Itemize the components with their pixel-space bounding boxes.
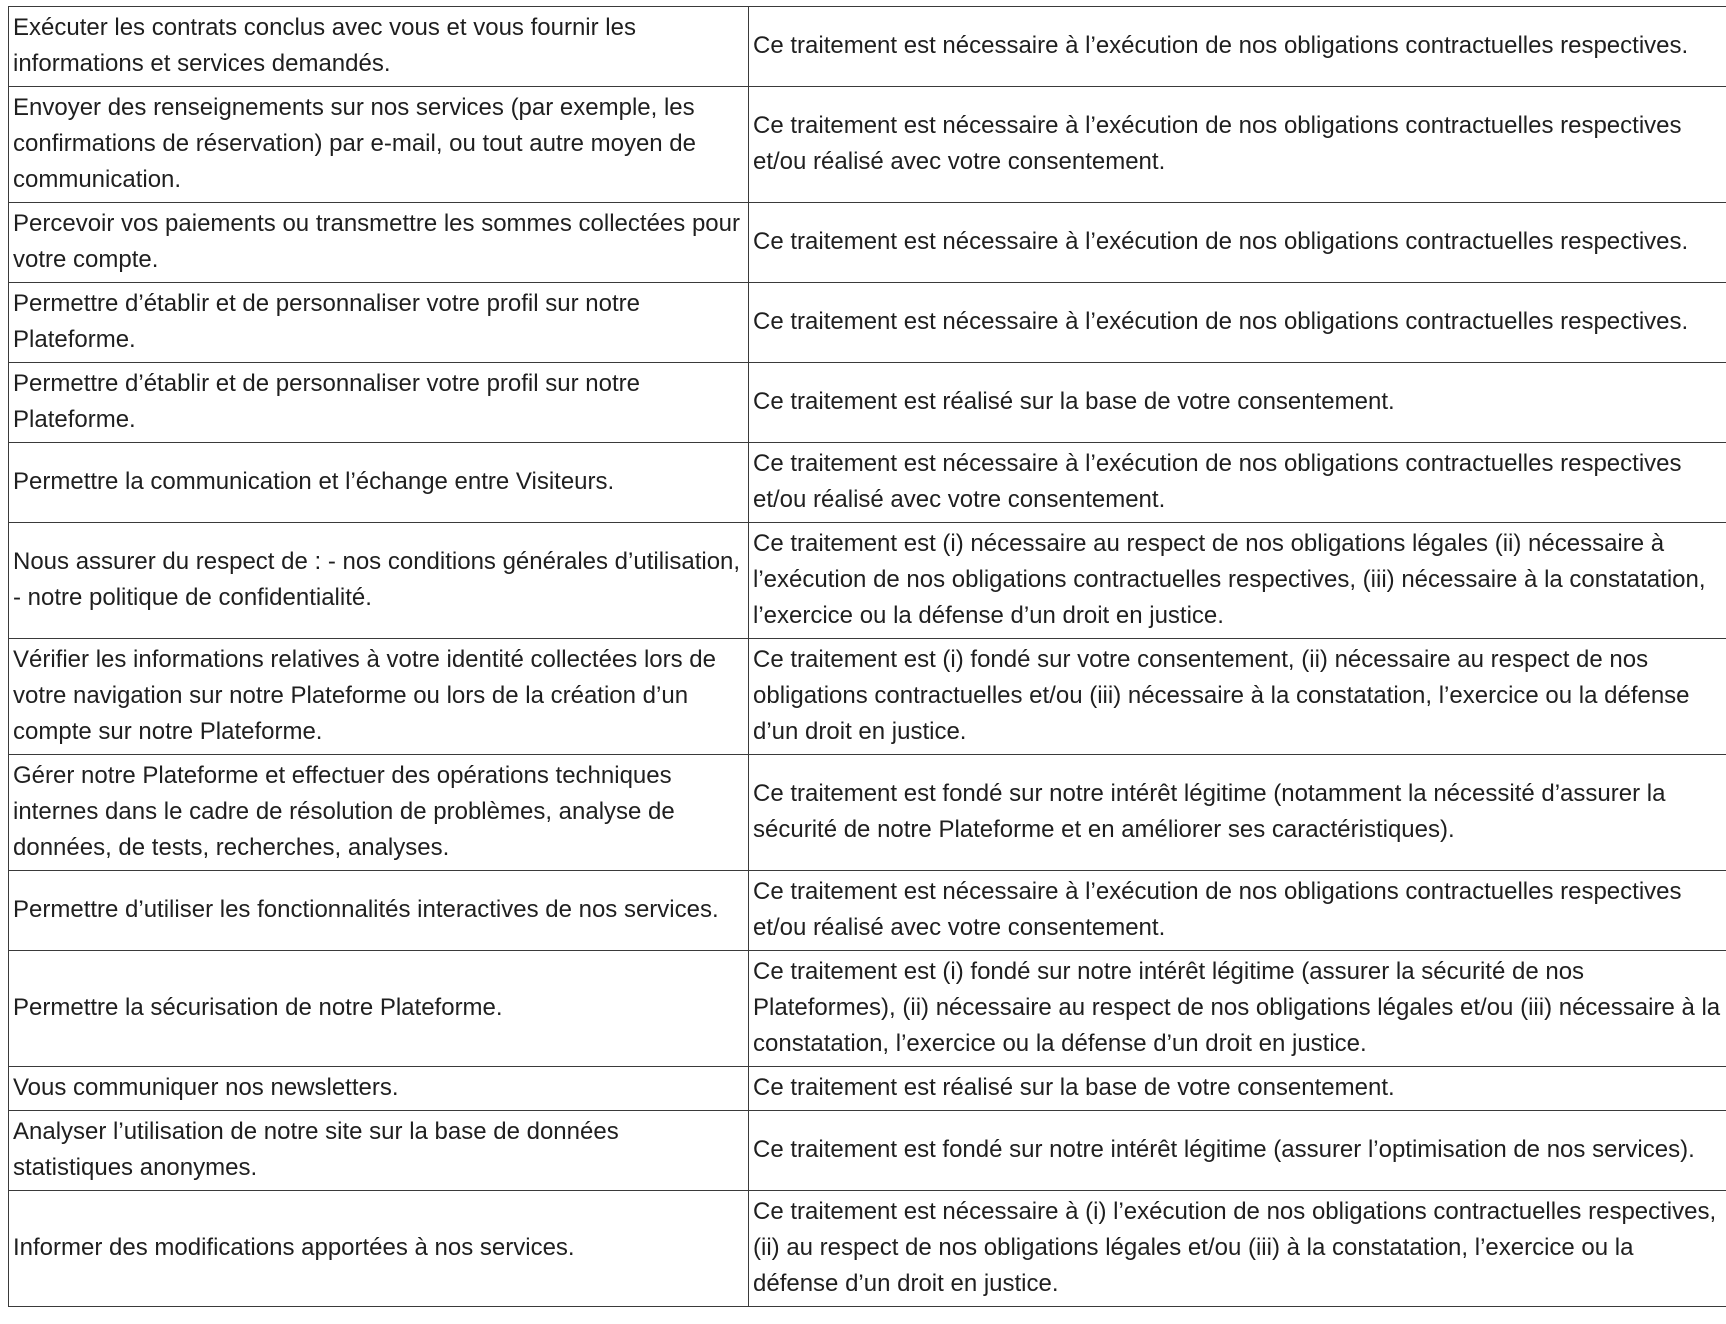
legal-basis-cell: Ce traitement est nécessaire à l’exécution de nos obligations contractuelles respectives. xyxy=(749,283,1726,363)
purpose-cell: Percevoir vos paiements ou transmettre les sommes collectées pour votre compte. xyxy=(9,203,749,283)
purpose-cell: Vous communiquer nos newsletters. xyxy=(9,1067,749,1111)
legal-basis-cell: Ce traitement est (i) nécessaire au respect de nos obligations légales (ii) nécessaire à l’exécution de nos obligations contractuelles respectives, (iii) nécessaire à la constatation, l’exercice ou la défense d’un droit en justice. xyxy=(749,523,1726,639)
purpose-cell: Informer des modifications apportées à nos services. xyxy=(9,1191,749,1307)
legal-basis-cell: Ce traitement est réalisé sur la base de votre consentement. xyxy=(749,363,1726,443)
legal-basis-cell: Ce traitement est réalisé sur la base de votre consentement. xyxy=(749,1067,1726,1111)
legal-basis-cell: Ce traitement est fondé sur notre intérêt légitime (assurer l’optimisation de nos services). xyxy=(749,1111,1726,1191)
purpose-cell: Envoyer des renseignements sur nos services (par exemple, les confirmations de réservation) par e-mail, ou tout autre moyen de communication. xyxy=(9,87,749,203)
purpose-cell: Nous assurer du respect de : - nos conditions générales d’utilisation, - notre politique de confidentialité. xyxy=(9,523,749,639)
table-row xyxy=(9,1111,1726,1191)
legal-basis-cell: Ce traitement est nécessaire à l’exécution de nos obligations contractuelles respectives. xyxy=(749,7,1726,87)
purpose-cell: Permettre d’utiliser les fonctionnalités interactives de nos services. xyxy=(9,871,749,951)
legal-basis-cell: Ce traitement est (i) fondé sur notre intérêt légitime (assurer la sécurité de nos Plateformes), (ii) nécessaire au respect de nos obligations légales et/ou (iii) nécessaire à la constatation, l’exercice ou la défense d’un droit en justice. xyxy=(749,951,1726,1067)
purpose-cell: Vérifier les informations relatives à votre identité collectées lors de votre navigation sur notre Plateforme ou lors de la création d’un compte sur notre Plateforme. xyxy=(9,639,749,755)
table-row xyxy=(9,7,1726,87)
legal-basis-cell: Ce traitement est nécessaire à l’exécution de nos obligations contractuelles respectives et/ou réalisé avec votre consentement. xyxy=(749,87,1726,203)
legal-basis-cell: Ce traitement est fondé sur notre intérêt légitime (notamment la nécessité d’assurer la sécurité de notre Plateforme et en améliorer ses caractéristiques). xyxy=(749,755,1726,871)
legal-basis-cell: Ce traitement est nécessaire à (i) l’exécution de nos obligations contractuelles respectives, (ii) au respect de nos obligations légales et/ou (iii) à la constatation, l’exercice ou la défense d’un droit en justice. xyxy=(749,1191,1726,1307)
table-row xyxy=(9,443,1726,523)
table-row xyxy=(9,283,1726,363)
purpose-cell: Permettre la communication et l’échange entre Visiteurs. xyxy=(9,443,749,523)
table-row xyxy=(9,523,1726,639)
purpose-cell: Gérer notre Plateforme et effectuer des opérations techniques internes dans le cadre de résolution de problèmes, analyse de données, de tests, recherches, analyses. xyxy=(9,755,749,871)
table-row xyxy=(9,1067,1726,1111)
purpose-cell: Analyser l’utilisation de notre site sur la base de données statistiques anonymes. xyxy=(9,1111,749,1191)
legal-basis-cell: Ce traitement est nécessaire à l’exécution de nos obligations contractuelles respectives et/ou réalisé avec votre consentement. xyxy=(749,443,1726,523)
table-row xyxy=(9,203,1726,283)
table-row xyxy=(9,951,1726,1067)
purpose-cell: Exécuter les contrats conclus avec vous et vous fournir les informations et services demandés. xyxy=(9,7,749,87)
purpose-cell: Permettre d’établir et de personnaliser votre profil sur notre Plateforme. xyxy=(9,283,749,363)
table-row xyxy=(9,871,1726,951)
table-row xyxy=(9,639,1726,755)
purpose-cell: Permettre la sécurisation de notre Plateforme. xyxy=(9,951,749,1067)
table-row xyxy=(9,87,1726,203)
legal-basis-cell: Ce traitement est nécessaire à l’exécution de nos obligations contractuelles respectives. xyxy=(749,203,1726,283)
table-row xyxy=(9,363,1726,443)
processing-table-container xyxy=(8,6,1726,1307)
purpose-cell: Permettre d’établir et de personnaliser votre profil sur notre Plateforme. xyxy=(9,363,749,443)
table-row xyxy=(9,755,1726,871)
table-row xyxy=(9,1191,1726,1307)
legal-basis-cell: Ce traitement est (i) fondé sur votre consentement, (ii) nécessaire au respect de nos obligations contractuelles et/ou (iii) nécessaire à la constatation, l’exercice ou la défense d’un droit en justice. xyxy=(749,639,1726,755)
processing-purposes-table xyxy=(8,6,1726,1307)
legal-basis-cell: Ce traitement est nécessaire à l’exécution de nos obligations contractuelles respectives et/ou réalisé avec votre consentement. xyxy=(749,871,1726,951)
